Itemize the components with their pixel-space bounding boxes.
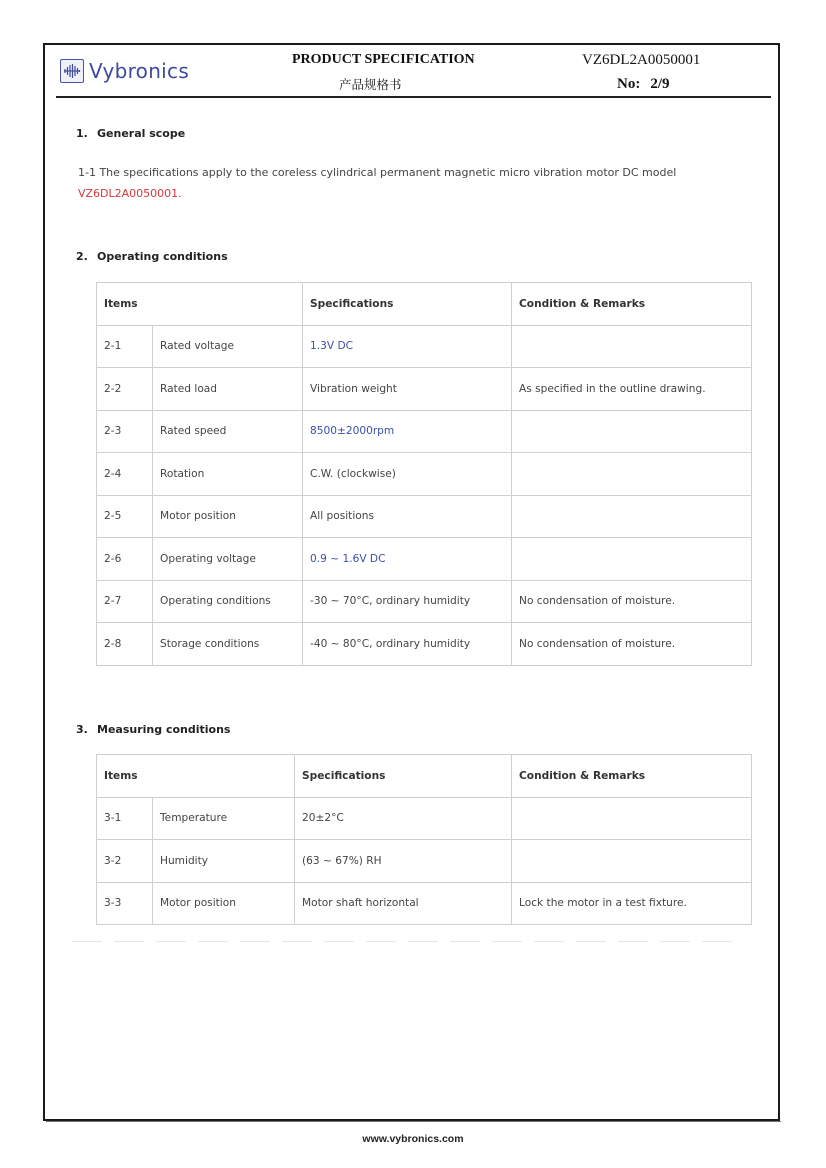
table-row [97, 368, 752, 411]
row-item: Rotation [153, 453, 303, 496]
row-item: Humidity [153, 840, 295, 883]
table-row [97, 495, 752, 538]
table-row [97, 538, 752, 581]
row-item: Storage conditions [153, 623, 303, 666]
column-header-remarks: Condition & Remarks [512, 755, 752, 798]
document-title: PRODUCT SPECIFICATION [292, 52, 475, 67]
row-spec: (63 ~ 67%) RH [295, 840, 512, 883]
row-item: Motor position [153, 882, 295, 925]
row-remark [512, 410, 752, 453]
logo-text: Vybronics [89, 59, 190, 83]
paragraph-text: 1-1 The specifications apply to the coreless cylindrical permanent magnetic micro vibration motor DC model [78, 166, 677, 179]
row-remark [512, 453, 752, 496]
table-row [97, 623, 752, 666]
table-row [97, 840, 752, 883]
table-row [97, 410, 752, 453]
table-header-row [97, 755, 752, 798]
row-spec: -40 ~ 80°C, ordinary humidity [303, 623, 512, 666]
column-header-specifications: Specifications [303, 283, 512, 326]
row-id: 2-1 [97, 325, 153, 368]
column-header-items: Items [97, 283, 303, 326]
row-id: 2-6 [97, 538, 153, 581]
row-id: 2-3 [97, 410, 153, 453]
column-header-items: Items [97, 755, 295, 798]
row-id: 3-1 [97, 797, 153, 840]
row-remark [512, 840, 752, 883]
row-spec: -30 ~ 70°C, ordinary humidity [303, 580, 512, 623]
row-remark: As specified in the outline drawing. [512, 368, 752, 411]
row-id: 2-4 [97, 453, 153, 496]
page-value: 2/9 [650, 76, 670, 92]
row-spec: 0.9 ~ 1.6V DC [303, 538, 512, 581]
waveform-logo-icon [60, 59, 84, 83]
row-id: 3-3 [97, 882, 153, 925]
header-divider [56, 96, 771, 98]
row-item: Rated load [153, 368, 303, 411]
general-scope-paragraph [78, 162, 758, 204]
row-remark: No condensation of moisture. [512, 580, 752, 623]
row-remark [512, 325, 752, 368]
row-spec: 8500±2000rpm [303, 410, 512, 453]
row-item: Operating voltage [153, 538, 303, 581]
table-row [97, 882, 752, 925]
row-spec: C.W. (clockwise) [303, 453, 512, 496]
row-spec: 1.3V DC [303, 325, 512, 368]
row-remark [512, 538, 752, 581]
section-operating-conditions-heading [76, 250, 228, 263]
section-title: Measuring conditions [97, 723, 231, 736]
model-number: VZ6DL2A0050001. [78, 187, 182, 200]
table-row [97, 797, 752, 840]
faint-divider [72, 941, 732, 942]
section-title: General scope [97, 127, 186, 140]
row-id: 2-2 [97, 368, 153, 411]
operating-conditions-table [96, 282, 752, 666]
document-subtitle: 产品规格书 [339, 77, 402, 92]
column-header-remarks: Condition & Remarks [512, 283, 752, 326]
page-label: No: [617, 76, 641, 92]
row-id: 2-7 [97, 580, 153, 623]
row-id: 2-8 [97, 623, 153, 666]
row-remark: No condensation of moisture. [512, 623, 752, 666]
table-row [97, 580, 752, 623]
section-number: 1. [76, 127, 88, 140]
row-spec: Motor shaft horizontal [295, 882, 512, 925]
section-measuring-conditions-heading [76, 723, 230, 736]
row-item: Temperature [153, 797, 295, 840]
column-header-specifications: Specifications [295, 755, 512, 798]
row-spec: 20±2°C [295, 797, 512, 840]
section-general-scope-heading [76, 127, 185, 140]
row-id: 3-2 [97, 840, 153, 883]
footer-website: www.vybronics.com [362, 1133, 464, 1145]
measuring-conditions-table [96, 754, 752, 925]
document-number: VZ6DL2A0050001 [582, 52, 701, 68]
section-number: 2. [76, 250, 88, 263]
table-header-row [97, 283, 752, 326]
section-title: Operating conditions [97, 250, 228, 263]
table-row [97, 453, 752, 496]
section-number: 3. [76, 723, 88, 736]
company-logo [60, 57, 189, 85]
row-remark: Lock the motor in a test fixture. [512, 882, 752, 925]
row-id: 2-5 [97, 495, 153, 538]
page-number [617, 76, 670, 93]
row-remark [512, 495, 752, 538]
row-spec: Vibration weight [303, 368, 512, 411]
row-item: Rated speed [153, 410, 303, 453]
row-item: Rated voltage [153, 325, 303, 368]
row-spec: All positions [303, 495, 512, 538]
row-item: Motor position [153, 495, 303, 538]
row-item: Operating conditions [153, 580, 303, 623]
row-remark [512, 797, 752, 840]
table-row [97, 325, 752, 368]
